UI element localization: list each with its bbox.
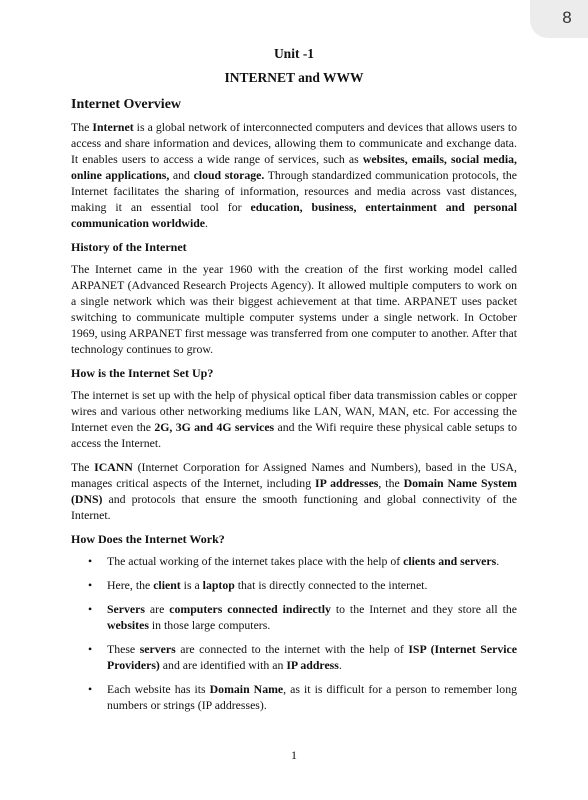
document-page — [71, 46, 517, 721]
bold-text: Servers — [107, 602, 145, 616]
page-number: 1 — [291, 748, 297, 762]
text-run: . — [338, 658, 342, 672]
bold-text: cloud storage. — [193, 168, 265, 182]
text-run: (Internet Corporation for Assigned Names and Numbers), based in the USA, manages critical aspects of the Internet, including — [71, 460, 517, 490]
bold-text: computers connected indirectly — [169, 602, 331, 616]
bold-text: 2G, 3G and 4G services — [154, 420, 275, 434]
text-run: . — [205, 216, 208, 230]
bold-text: laptop — [202, 578, 235, 592]
bold-text: websites, emails, social media, online applications, — [71, 152, 517, 182]
bold-text: servers — [139, 642, 176, 656]
section-heading: Internet Overview — [71, 97, 182, 112]
text-run: The actual working of the internet takes place with the help of — [107, 554, 404, 568]
text-run: in those large computers. — [148, 618, 271, 632]
bullet-icon: • — [88, 642, 93, 656]
text-run: Each website has its — [107, 682, 210, 696]
text-run: The Internet came in the year 1960 with the creation of the first working model called ARPANET (Advanced Research Projects Agency). It allowed multiple computers to work on a single network which was their biggest achievement at that time. ARPANET uses packet switching to communicate multiple computer systems under a single network. In October 1969, using ARPANET first message was transferred from one computer to another. After that technology continues to grow. — [71, 262, 517, 356]
text-run: Through standardized communication protocols, the Internet facilitates the sharing of information, resources and media across vast distances, making it an essential tool for — [71, 168, 517, 214]
bullet-icon: • — [88, 682, 93, 696]
bold-text: websites — [107, 618, 149, 632]
section-heading: History of the Internet — [71, 240, 187, 254]
text-run: The — [71, 120, 93, 134]
bold-text: ISP (Internet Service Providers) — [107, 642, 517, 672]
bold-text: Domain Name System (DNS) — [71, 476, 518, 506]
text-run: are — [145, 602, 170, 616]
bold-text: education, business, entertainment and personal communication worldwide — [71, 200, 517, 230]
text-run: , the — [378, 476, 404, 490]
document-body — [71, 97, 517, 713]
bold-text: IP address — [286, 658, 339, 672]
text-run: is a — [180, 578, 203, 592]
text-run: and — [169, 168, 194, 182]
bullet-icon: • — [88, 602, 93, 616]
bold-text: client — [153, 578, 181, 592]
text-run: that is directly connected to the internet. — [234, 578, 428, 592]
text-run: and protocols that ensure the smooth functioning and global connectivity of the Internet. — [71, 492, 517, 522]
bullet-list — [71, 553, 517, 713]
section-heading: How Does the Internet Work? — [71, 532, 225, 546]
text-run: and the Wifi require these physical cable setups to access the Internet. — [71, 420, 517, 450]
list-item — [71, 641, 517, 673]
list-item — [71, 577, 517, 593]
paragraph — [71, 387, 517, 451]
list-item — [71, 553, 517, 569]
bold-text: clients and servers — [403, 554, 497, 568]
text-run: The — [71, 460, 95, 474]
bold-text: IP addresses — [315, 476, 379, 490]
text-run: The internet is set up with the help of physical optical fiber data transmission cables or copper wires and various other networking mediums like LAN, WAN, MAN, etc. For accessing the Internet even the — [71, 388, 517, 434]
paragraph — [71, 459, 517, 523]
text-run: Here, the — [107, 578, 154, 592]
text-run: , as it is difficult for a person to remember long numbers or strings (IP addresses). — [107, 682, 517, 712]
text-run: and are identified with an — [159, 658, 287, 672]
text-run: is a global network of interconnected computers and devices that allows users to access and share information and devices, allowing them to communicate and exchange data. It enables users to access a wide range of services, such as — [71, 120, 517, 166]
text-run: to the Internet and they store all the — [330, 602, 518, 616]
page-count-badge — [530, 0, 588, 38]
bold-text: ICANN — [94, 460, 133, 474]
bullet-icon: • — [88, 578, 93, 592]
page-count-label: 8 — [562, 8, 572, 27]
text-run: are connected to the internet with the help of — [175, 642, 409, 656]
bold-text: Domain Name — [209, 682, 284, 696]
paragraph — [71, 119, 517, 231]
document-title: INTERNET and WWW — [224, 70, 364, 85]
bullet-icon: • — [88, 554, 93, 568]
list-item — [71, 601, 517, 633]
paragraph — [71, 261, 517, 357]
bold-text: Internet — [92, 120, 134, 134]
text-run: These — [107, 642, 140, 656]
section-heading: How is the Internet Set Up? — [71, 366, 214, 380]
text-run: . — [496, 554, 500, 568]
list-item — [71, 681, 517, 713]
unit-label: Unit -1 — [273, 46, 315, 61]
